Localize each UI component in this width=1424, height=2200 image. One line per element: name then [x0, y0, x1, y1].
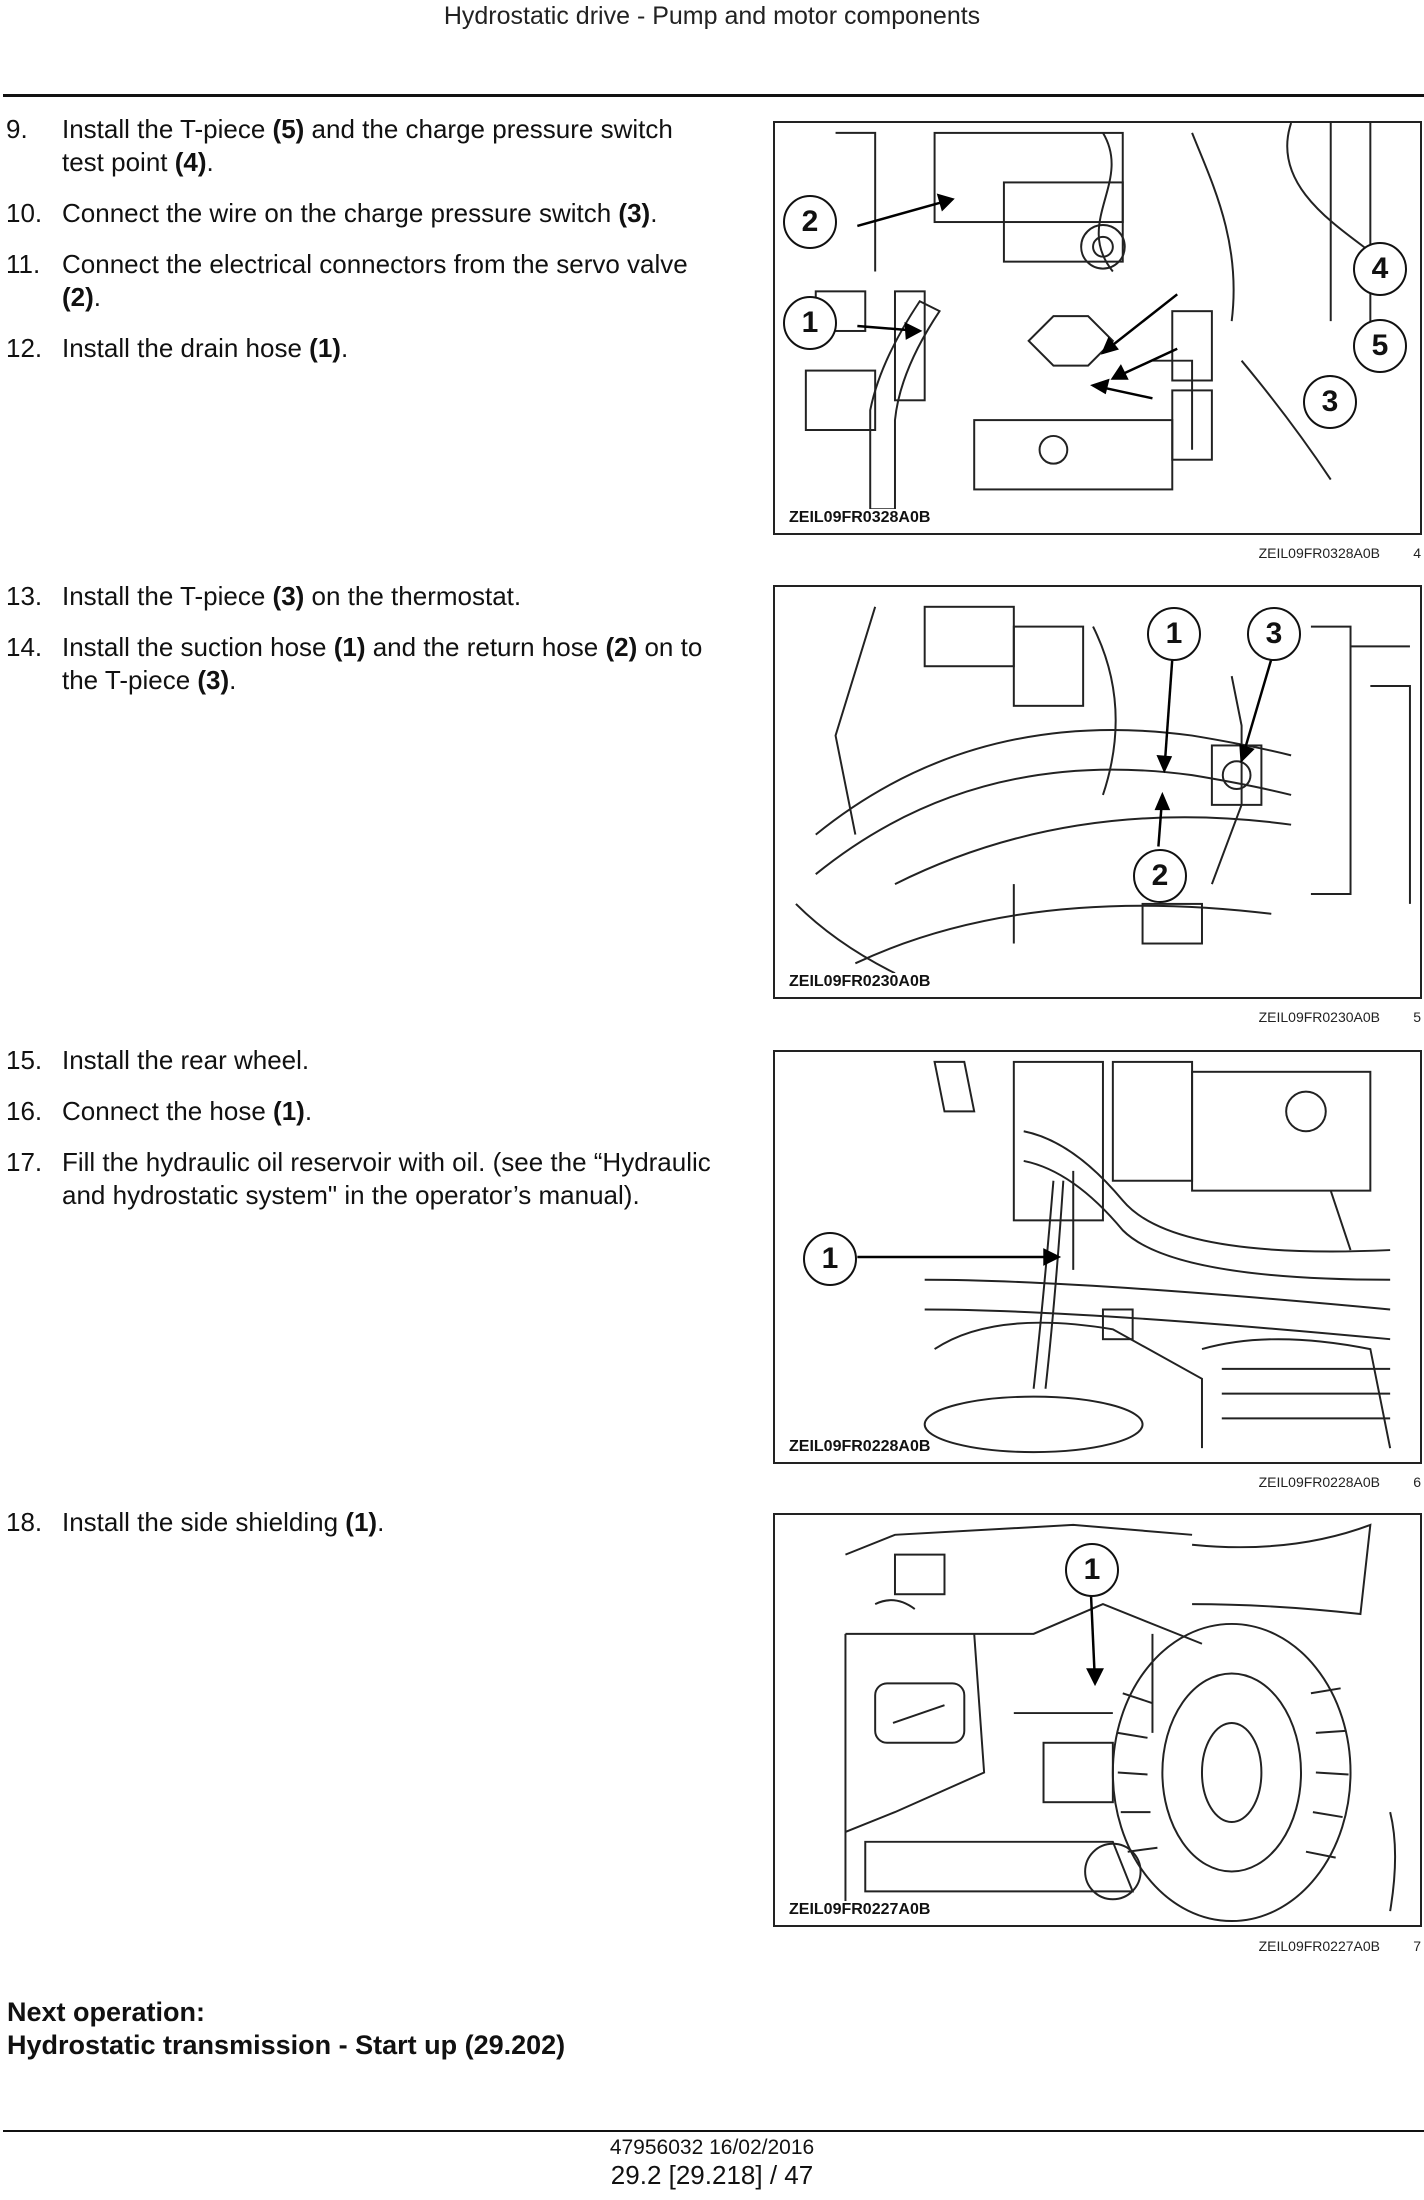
figure-code: ZEIL09FR0227A0B	[1258, 1938, 1380, 1954]
step-number: 11.	[6, 249, 41, 279]
header-rule	[3, 94, 1424, 97]
figure-code-inner: ZEIL09FR0328A0B	[789, 509, 931, 526]
step-item	[0, 248, 730, 314]
callout-5: 5	[1353, 319, 1407, 373]
figure-hose-reservoir	[773, 1050, 1422, 1464]
step-ref: (1)	[309, 333, 341, 363]
step-item	[0, 631, 730, 697]
step-number: 17.	[6, 1147, 43, 1177]
callout-2: 2	[1133, 849, 1187, 903]
step-text: .	[650, 198, 658, 228]
step-ref: (3)	[197, 665, 230, 695]
step-text: .	[93, 282, 102, 312]
step-ref: (1)	[345, 1507, 378, 1537]
figure-number: 4	[1413, 545, 1421, 561]
figure-side-shielding	[773, 1513, 1422, 1927]
figure-number: 5	[1413, 1009, 1421, 1025]
figure-code: ZEIL09FR0230A0B	[1258, 1009, 1380, 1025]
step-item	[0, 1506, 730, 1539]
page-number: 29.2 [29.218] / 47	[610, 2160, 814, 2190]
steps-block-1	[0, 113, 730, 383]
step-text: .	[206, 147, 214, 177]
callout-3: 3	[1247, 607, 1301, 661]
step-number: 16.	[6, 1096, 43, 1126]
figure-code: ZEIL09FR0328A0B	[1258, 545, 1380, 561]
step-text: Install the rear wheel.	[62, 1045, 310, 1075]
step-ref: (3)	[618, 198, 651, 228]
step-ref: (4)	[174, 147, 207, 177]
callout-1: 1	[1065, 1543, 1119, 1597]
figure-code: ZEIL09FR0228A0B	[1258, 1474, 1380, 1490]
step-number: 12.	[6, 333, 43, 363]
callout-4: 4	[1353, 242, 1407, 296]
step-text: on to the T-piece	[62, 632, 703, 695]
callout-2: 2	[783, 195, 837, 249]
step-item	[0, 1095, 730, 1128]
step-ref: (2)	[62, 282, 94, 312]
step-text: and the return hose	[365, 632, 606, 662]
thermostat-illustration	[775, 587, 1420, 997]
step-text: Connect the hose	[62, 1096, 274, 1126]
next-operation	[7, 1996, 565, 2062]
step-number: 14.	[6, 632, 43, 662]
step-text: on the thermostat.	[304, 581, 522, 611]
step-text: Install the T-piece	[62, 581, 273, 611]
step-item	[0, 113, 730, 179]
page-header	[0, 0, 1424, 98]
step-ref: (2)	[605, 632, 638, 662]
step-number: 13.	[6, 581, 43, 611]
figure-code-inner: ZEIL09FR0227A0B	[789, 1901, 931, 1918]
step-item	[0, 580, 730, 613]
step-text: Fill the hydraulic oil reservoir with oil. (see the “Hydraulic and hydrostatic system" in the operator’s manual).	[62, 1147, 711, 1210]
steps-block-4	[0, 1506, 730, 1557]
footer-rule	[3, 2130, 1424, 2132]
next-operation-label: Next operation:	[7, 1997, 206, 2027]
next-operation-link[interactable]: Hydrostatic transmission - Start up (29.202)	[7, 2030, 566, 2060]
step-text: .	[304, 1096, 313, 1126]
page-title: Hydrostatic drive - Pump and motor components	[443, 2, 981, 30]
step-ref: (3)	[272, 581, 305, 611]
document-number: 47956032 16/02/2016	[609, 2136, 815, 2159]
step-item	[0, 332, 730, 365]
step-text: .	[377, 1507, 385, 1537]
figure-number: 7	[1413, 1938, 1421, 1954]
callout-1: 1	[783, 296, 837, 350]
step-item	[0, 1146, 730, 1212]
step-text: .	[229, 665, 237, 695]
step-number: 15.	[6, 1045, 43, 1075]
figure-code-inner: ZEIL09FR0230A0B	[789, 973, 931, 990]
step-ref: (1)	[273, 1096, 305, 1126]
figure-code-inner: ZEIL09FR0228A0B	[789, 1438, 931, 1455]
step-item	[0, 197, 730, 230]
step-text: .	[340, 333, 349, 363]
step-ref: (5)	[272, 114, 305, 144]
steps-block-3	[0, 1044, 730, 1230]
step-text: and the charge pressure switch test point	[62, 114, 673, 177]
figure-number: 6	[1413, 1474, 1421, 1490]
callout-1: 1	[1147, 607, 1201, 661]
callout-1: 1	[803, 1232, 857, 1286]
figure-pump-servo	[773, 121, 1422, 535]
step-number: 18.	[6, 1507, 43, 1537]
pump-illustration	[775, 123, 1420, 533]
step-ref: (1)	[333, 632, 366, 662]
callout-3: 3	[1303, 375, 1357, 429]
step-number: 10.	[6, 198, 43, 228]
step-item	[0, 1044, 730, 1077]
step-text: Connect the wire on the charge pressure switch	[62, 198, 619, 228]
step-text: Install the T-piece	[62, 114, 273, 144]
figure-thermostat-hoses	[773, 585, 1422, 999]
step-number: 9.	[6, 114, 28, 144]
steps-block-2	[0, 580, 730, 715]
step-text: Connect the electrical connectors from the servo valve	[62, 249, 688, 279]
step-text: Install the side shielding	[62, 1507, 346, 1537]
step-text: Install the suction hose	[62, 632, 334, 662]
reservoir-illustration	[775, 1052, 1420, 1462]
step-text: Install the drain hose	[62, 333, 310, 363]
